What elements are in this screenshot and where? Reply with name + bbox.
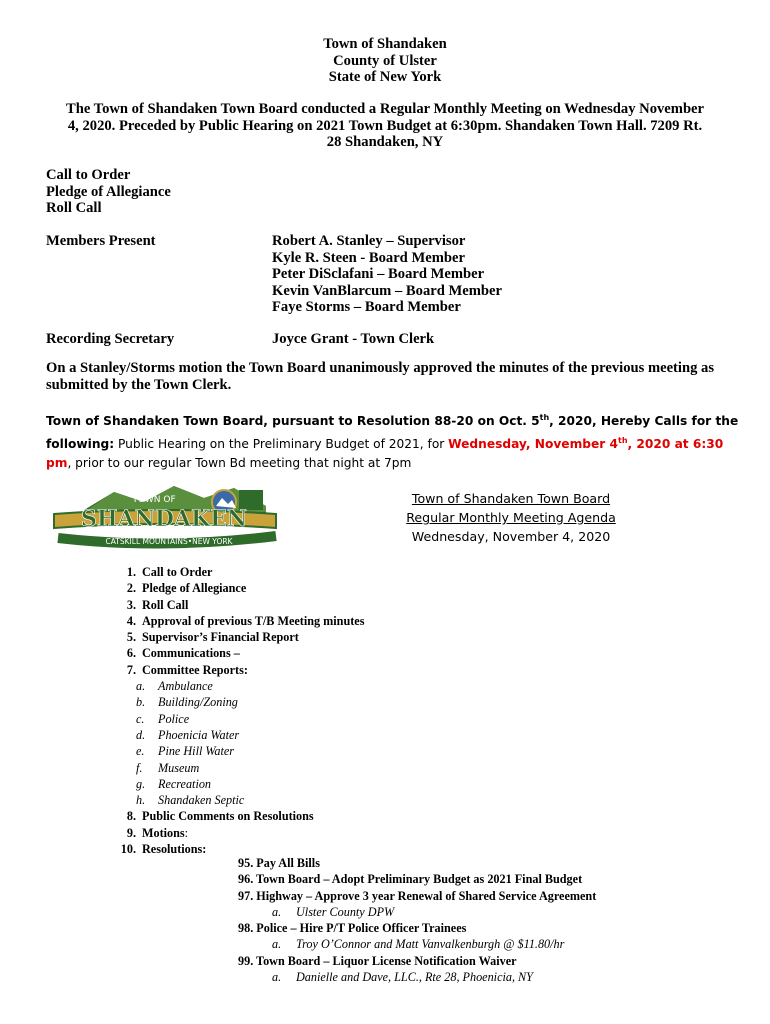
resolutions-list xyxy=(238,855,596,985)
list-item xyxy=(110,825,364,841)
recording-secretary-name: Joyce Grant - Town Clerk xyxy=(272,331,435,347)
member-item: Peter DiSclafani – Board Member xyxy=(272,266,485,282)
notice-sup-1: th xyxy=(539,413,550,422)
committee-item xyxy=(110,743,364,759)
meeting-intro: The Town of Shandaken Town Board conducted a Regular Monthly Meeting on Wednesday November 4, 2020. Preceded by Public Hearing on 2021 Town Budget at 6:30pm. Shandaken Town Hall. 7209 Rt. 28 Shandaken, NY xyxy=(65,101,705,150)
notice-bold-2: , 2020, Hereby Calls for the following: xyxy=(46,414,739,452)
list-item xyxy=(110,564,364,580)
committee-item xyxy=(110,694,364,710)
committee-text: Ambulance xyxy=(158,679,213,694)
committee-text: Police xyxy=(158,711,190,726)
committee-item xyxy=(110,792,364,808)
resolution-sub-letter: a. xyxy=(272,904,282,919)
agenda-title xyxy=(388,489,634,546)
opening-call-to-order: Call to Order xyxy=(46,167,131,183)
list-item xyxy=(110,597,364,613)
committee-letter: c. xyxy=(136,711,145,726)
list-item xyxy=(110,613,364,629)
state-name: State of New York xyxy=(328,69,442,85)
committee-text: Pine Hill Water xyxy=(158,744,235,759)
notice-sup-2: th xyxy=(618,436,628,446)
resolution-text: 97. Highway – Approve 3 year Renewal of Shared Service Agreement xyxy=(238,888,597,903)
resolution-sub-letter: a. xyxy=(272,970,282,985)
item-text: Pledge of Allegiance xyxy=(142,581,247,596)
resolution-text: 96. Town Board – Adopt Preliminary Budget as 2021 Final Budget xyxy=(238,872,583,887)
list-item xyxy=(110,645,364,661)
resolution-text: 99. Town Board – Liquor License Notification Waiver xyxy=(238,953,517,968)
committee-item xyxy=(110,678,364,694)
resolution-sub-letter: a. xyxy=(272,937,282,952)
opening-roll-call: Roll Call xyxy=(46,200,102,216)
committee-item xyxy=(110,727,364,743)
opening-pledge: Pledge of Allegiance xyxy=(46,183,171,200)
resolution-item xyxy=(238,920,596,936)
town-name: Town of Shandaken xyxy=(323,36,447,52)
committee-text: Building/Zoning xyxy=(158,695,238,710)
item-text: Motions xyxy=(142,825,185,840)
item-number: 1. xyxy=(126,565,136,579)
resolution-item xyxy=(238,871,596,887)
item-number: 6. xyxy=(126,646,136,661)
committee-text: Phoenicia Water xyxy=(158,727,240,742)
list-item xyxy=(110,629,364,645)
shandaken-logo xyxy=(44,480,284,558)
agenda-title-line2: Regular Monthly Meeting Agenda xyxy=(406,510,616,525)
members-present-label: Members Present xyxy=(46,233,156,249)
committee-letter: a. xyxy=(136,679,146,694)
opening-items xyxy=(46,167,171,217)
item-text: Resolutions: xyxy=(142,842,207,857)
item-number: 3. xyxy=(126,597,136,612)
committee-letter: d. xyxy=(136,727,146,742)
shandaken-logo-graphic xyxy=(44,480,284,558)
committee-letter: f. xyxy=(136,760,143,775)
member-item: Kyle R. Steen - Board Member xyxy=(272,249,465,266)
committee-letter: g. xyxy=(136,776,146,791)
logo-top-text: TOWN OF xyxy=(132,495,176,505)
item-text: Roll Call xyxy=(142,597,189,612)
minutes-motion: On a Stanley/Storms motion the Town Board unanimously approved the minutes of the previous meeting as submitted by the Town Clerk. xyxy=(46,360,715,393)
committee-letter: b. xyxy=(136,695,146,710)
notice-text-2: , prior to our regular Town Bd meeting that night at 7pm xyxy=(67,456,412,471)
county-name: County of Ulster xyxy=(333,52,437,69)
member-item: Robert A. Stanley – Supervisor xyxy=(272,233,466,249)
notice-bold-1: Town of Shandaken Town Board, pursuant to Resolution 88-20 on Oct. 5 xyxy=(46,414,540,429)
committee-letter: e. xyxy=(136,744,145,759)
committee-letter: h. xyxy=(136,793,146,808)
notice-time-red: , 2020 at 6:30 pm xyxy=(46,437,724,471)
logo-bottom-text: CATSKILL MOUNTAINS•NEW YORK xyxy=(105,537,233,546)
item-text: Committee Reports: xyxy=(142,662,248,677)
item-suffix: : xyxy=(184,825,189,840)
list-item xyxy=(110,580,364,596)
committee-item xyxy=(110,760,364,776)
item-number: 7. xyxy=(126,662,136,677)
public-hearing-notice xyxy=(46,408,746,473)
committee-item xyxy=(110,711,364,727)
resolution-sub-text: Troy O’Connor and Matt Vanvalkenburgh @ $11.80/hr xyxy=(296,937,565,952)
item-number: 10. xyxy=(120,842,136,857)
item-number: 4. xyxy=(126,613,136,628)
item-number: 8. xyxy=(126,809,136,824)
committee-text: Museum xyxy=(158,760,200,775)
member-item: Kevin VanBlarcum – Board Member xyxy=(272,282,502,299)
resolution-sub-item xyxy=(238,936,596,952)
notice-text-1: Public Hearing on the Preliminary Budget of 2021, for xyxy=(114,437,449,452)
item-text: Supervisor’s Financial Report xyxy=(142,630,299,645)
item-text: Communications – xyxy=(142,646,240,661)
item-number: 5. xyxy=(126,630,136,645)
resolution-sub-item xyxy=(238,969,596,985)
committee-text: Recreation xyxy=(158,776,212,791)
resolution-text: 98. Police – Hire P/T Police Officer Trainees xyxy=(238,921,467,936)
resolution-sub-text: Ulster County DPW xyxy=(296,904,395,919)
document-header xyxy=(0,36,770,86)
resolution-text: 95. Pay All Bills xyxy=(238,856,320,870)
resolution-item xyxy=(238,855,596,871)
item-text: Public Comments on Resolutions xyxy=(142,809,314,824)
resolution-sub-text: Danielle and Dave, LLC., Rte 28, Phoenicia, NY xyxy=(296,970,533,985)
item-number: 9. xyxy=(126,825,136,840)
committee-item xyxy=(110,776,364,792)
recording-secretary-label: Recording Secretary xyxy=(46,331,175,347)
member-item: Faye Storms – Board Member xyxy=(272,299,461,315)
committee-text: Shandaken Septic xyxy=(158,793,245,808)
resolution-sub-item xyxy=(238,904,596,920)
agenda-title-line1: Town of Shandaken Town Board xyxy=(411,491,611,506)
logo-name-text: SHANDAKEN xyxy=(81,506,247,532)
members-list xyxy=(272,233,502,316)
list-item xyxy=(110,808,364,824)
item-text: Call to Order xyxy=(142,565,213,579)
agenda-title-date: Wednesday, November 4, 2020 xyxy=(411,529,611,544)
notice-date-red: Wednesday, November 4 xyxy=(448,437,618,452)
list-item xyxy=(110,662,364,678)
resolution-item xyxy=(238,953,596,969)
resolution-item xyxy=(238,888,596,904)
item-number: 2. xyxy=(126,581,136,596)
item-text: Approval of previous T/B Meeting minutes xyxy=(142,613,365,628)
agenda-list xyxy=(110,564,364,857)
